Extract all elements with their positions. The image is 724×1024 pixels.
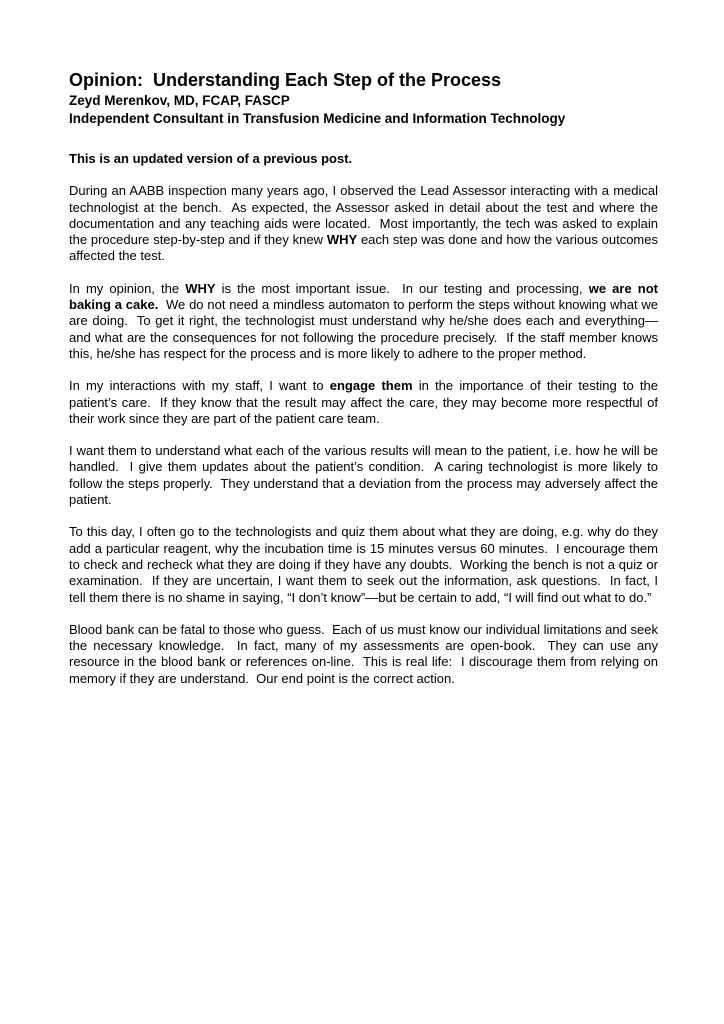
paragraph-2 (69, 280, 662, 362)
text-run: In my interactions with my staff, I want to (69, 378, 330, 394)
bold-run: WHY (326, 232, 358, 248)
text-run: I want them to understand what each of the various results will mean to the patient, i.e. how he will be handled. I give them updates about the patient’s condition. A caring technologist is more likely to follow the steps properly. They understand that a deviation from the process may adversely affect the patient. (69, 443, 662, 508)
text-run: During an AABB inspection many years ago, I observed the Lead Assessor interacting with a medical technologist at the bench. As expected, the Assessor asked in detail about the test and where the documentation and any teaching aids were located. Most importantly, the tech was asked to explain the procedure step-by-step and if they knew (69, 183, 662, 248)
text-run: is the most important issue. In our testing and processing, (215, 280, 589, 296)
affiliation-line: Independent Consultant in Transfusion Medicine and Information Technology (69, 111, 566, 126)
paragraph-4 (69, 443, 662, 508)
page-title: Opinion: Understanding Each Step of the Process (69, 70, 502, 90)
text-run: We do not need a mindless automaton to perform the steps without knowing what we are doing. To get it right, the technologist must understand why he/she does each and everything—and what are the consequences for not following the procedure precisely. If the staff member knows this, he/she has respect for the process and is more likely to adhere to the proper method. (69, 297, 662, 361)
text-run: each step was done and how the various outcomes affected the test. (69, 232, 662, 264)
bold-run: engage them (329, 378, 413, 394)
text-run: To this day, I often go to the technologists and quiz them about what they are doing, e.g. why do they add a particular reagent, why the incubation time is 15 minutes versus 60 minutes. I encourage them to check and recheck what they are doing if they have any doubts. Working the bench is not a quiz or examination. If they are uncertain, I want them to seek out the information, ask questions. In fact, I tell them there is no shame in saying, “I don’t know”—but be certain to add, “I will find out what to do.” (69, 524, 662, 605)
paragraph-6 (69, 621, 662, 687)
author-line: Zeyd Merenkov, MD, FCAP, FASCP (69, 93, 290, 108)
text-run: in the importance of their testing to the patient’s care. If they know that the result may affect the care, they may become more respectful of their work since they are part of the patient care team. (69, 378, 662, 426)
bold-run: we are not baking a cake. (69, 280, 662, 313)
text-run: Blood bank can be fatal to those who guess. Each of us must know our individual limitations and seek the necessary knowledge. In fact, many of my assessments are open-book. They can use any resource in the blood bank or references on-line. This is real life: I discourage them from relying on memory if they are understand. Our end point is the correct action. (69, 621, 662, 686)
document-page (69, 70, 662, 687)
text-run: In my opinion, the (69, 280, 186, 296)
paragraph-3 (69, 378, 662, 427)
intro-note: This is an updated version of a previous post. (69, 151, 353, 166)
bold-run: WHY (185, 280, 216, 296)
paragraph-5 (69, 524, 662, 605)
paragraph-1 (69, 183, 662, 264)
